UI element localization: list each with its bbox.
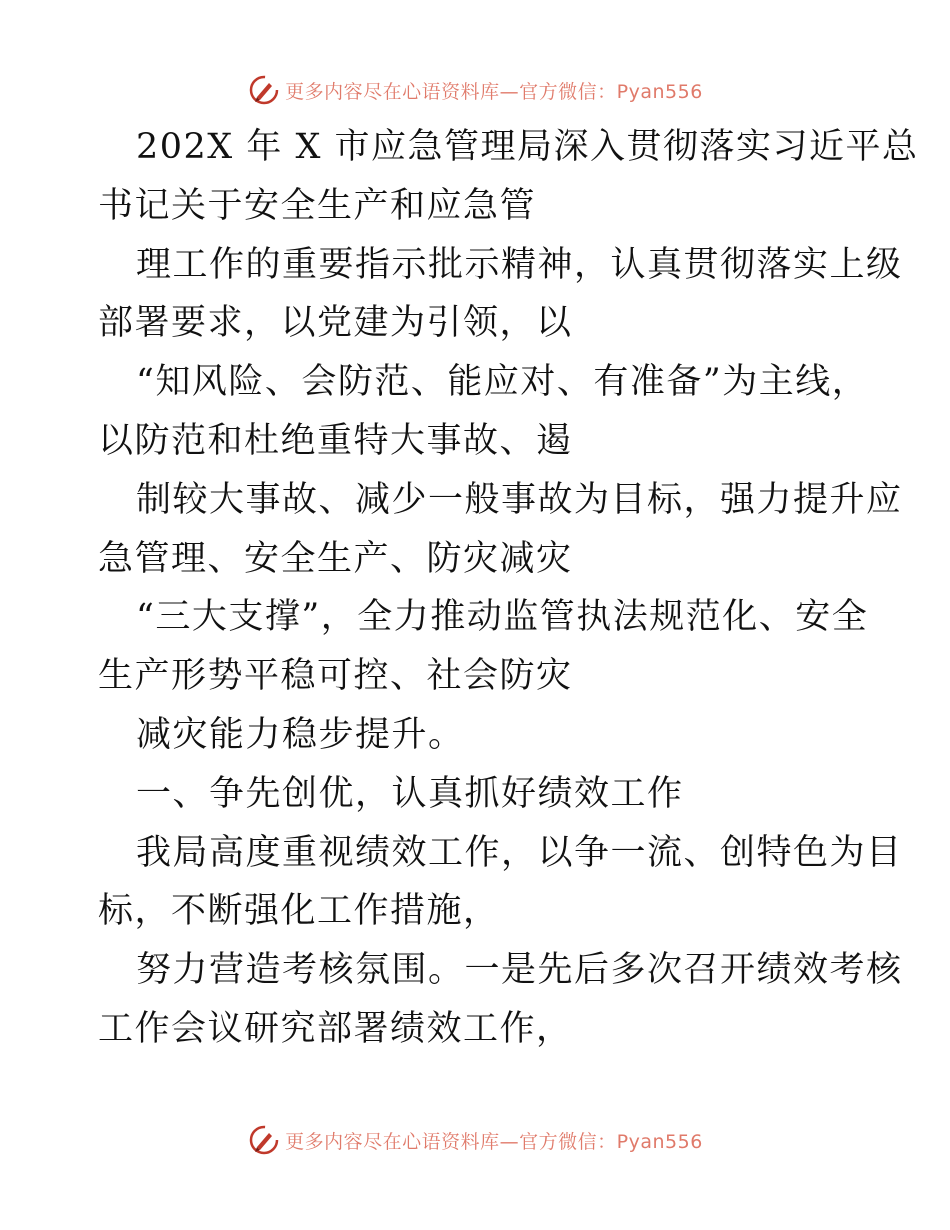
text-line: “三大支撑”，全力推动监管执法规范化、安全 <box>136 597 869 638</box>
text-line: 202X 年 X 市应急管理局深入贯彻落实习近平总 <box>136 127 919 167</box>
text-line: 急管理、安全生产、防灾减灾 <box>98 538 573 579</box>
text-line: 理工作的重要指示批示精神，认真贯彻落实上级 <box>136 244 903 285</box>
text-line: 以防范和杜绝重特大事故、遏 <box>98 420 573 461</box>
footer-watermark <box>0 1120 950 1160</box>
pen-logo-icon <box>247 73 281 107</box>
text-line: 生产形势平稳可控、社会防灾 <box>98 656 573 697</box>
text-line: 书记关于安全生产和应急管 <box>98 185 537 226</box>
text-line: “知风险、会防范、能应对、有准备”为主线， <box>136 362 869 403</box>
watermark-text: 更多内容尽在心语资料库—官方微信：Pyan556 <box>285 1130 703 1153</box>
text-line: 努力营造考核氛围。一是先后多次召开绩效考核 <box>136 950 903 991</box>
text-line: 部署要求，以党建为引领，以 <box>98 303 573 344</box>
text-line: 我局高度重视绩效工作，以争一流、创特色为目 <box>136 832 903 873</box>
header-watermark <box>0 70 950 110</box>
text-line: 制较大事故、减少一般事故为目标，强力提升应 <box>136 479 903 520</box>
text-line: 减灾能力稳步提升。 <box>136 714 465 755</box>
document-body <box>98 118 919 1059</box>
text-line: 标，不断强化工作措施， <box>98 891 500 932</box>
section-heading: 一、争先创优，认真抓好绩效工作 <box>136 773 684 814</box>
pen-logo-icon <box>247 1123 281 1157</box>
watermark-text: 更多内容尽在心语资料库—官方微信：Pyan556 <box>285 80 703 103</box>
text-line: 工作会议研究部署绩效工作， <box>98 1008 573 1049</box>
